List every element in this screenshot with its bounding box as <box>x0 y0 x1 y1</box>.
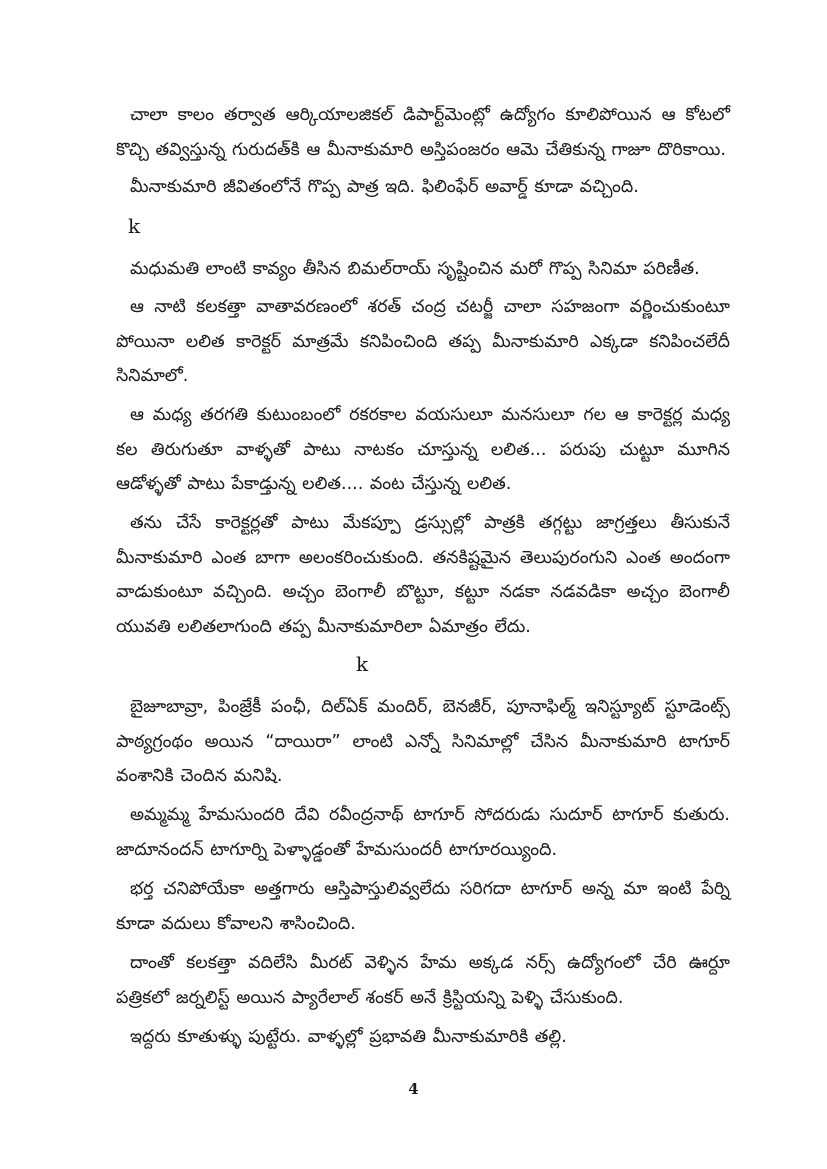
paragraph-9: భర్త చనిపోయేకా అత్తగారు ఆస్తిపాస్తులివ్వలేదు సరిగదా టాగూర్ అన్న మా ఇంటి పేర్ని కూడా వదులు కోవాలని శాసించింది. <box>116 879 730 934</box>
paragraph-8: అమ్మమ్మ హేమసుందరి దేవి రవీంద్రనాథ్ టాగూర్ సోదరుడు సుదూర్ టాగూర్ కుతురు. జాదూనందన్ టాగూర్ని పెళ్ళాడ్డంతో హేమసుందరీ టాగూరయ్యింది. <box>116 805 730 860</box>
paragraph-11: ఇద్దరు కూతుళ్ళు పుట్టేరు. వాళ్ళల్లో ప్రభావతి మీనాకుమారికి తల్లి. <box>130 1027 567 1047</box>
paragraph-4: ఆ నాటి కలకత్తా వాతావరణంలో శరత్ చంద్ర చటర్జీ చాలా సహజంగా వర్ణించుకుంటూ పోయినా లలిత కారెక్టర్ మాత్రమే కనిపించింది తప్ప మీనాకుమారి ఎక్కడా కనిపించలేదీ సినిమాలో. <box>116 297 730 386</box>
section-separator: k <box>356 652 369 676</box>
paragraph-1: చాలా కాలం తర్వాత ఆర్కియాలజికల్ డిపార్ట్‌మెంట్లో ఉద్యోగం కూలిపోయిన ఆ కోటలో కొచ్చి తవ్విస్తున్న గురుదత్‌కి ఆ మీనాకుమారి అస్తిపంజరం ఆమె చేతికున్న గాజూ దొరికాయి. <box>116 105 730 160</box>
paragraph-7: బైజూబావ్రా, పింజ్రేకీ పంఛీ, దిల్‌ఏక్ మందిర్, బెనజీర్, పూనాఫిల్మ్ ఇనిస్ట్యూట్ స్టూడెంట్స్ పాఠ్యగ్రంథం అయిన “దాయిరా” లాంటి ఎన్నో సినిమాల్లో చేసిన మీనాకుమారి టాగూర్ వంశానికి చెందిన మనిషి. <box>116 697 730 786</box>
paragraph-2: మీనాకుమారి జీవితంలోనే గొప్ప పాత్ర ఇది. ఫిలింఫేర్ అవార్డ్ కూడా వచ్చింది. <box>130 177 639 197</box>
paragraph-5: ఆ మధ్య తరగతి కుటుంబంలో రకరకాల వయసులూ మనసులూ గల ఆ కారెక్టర్ల మధ్య కల తిరుగుతూ వాళ్ళతో పాటు నాటకం చూస్తున్న లలిత... పరుపు చుట్టూ మూగిన ఆడోళ్ళతో పాటు పేకాడ్తున్న లలిత.... వంట చేస్తున్న లలిత. <box>116 405 730 494</box>
paragraph-3: మధుమతి లాంటి కావ్యం తీసిన బిమల్‌రాయ్ సృష్టించిన మరో గొప్ప సినిమా పరిణీత. <box>130 259 700 279</box>
paragraph-10: దాంతో కలకత్తా వదిలేసి మీరట్ వెళ్ళిన హేమ అక్కడ నర్స్ ఉద్యోగంలో చేరి ఊర్దూ పత్రికలో జర్నలిస్ట్ అయిన ప్యారేలాల్ శంకర్ అనే క్రిస్టియన్ని పెళ్ళి చేసుకుంది. <box>116 953 730 1008</box>
section-separator: k <box>128 214 141 238</box>
paragraph-6: తను చేసే కారెక్టర్లతో పాటు మేకప్పూ డ్రస్సుల్లో పాత్రకి తగ్గట్టు జాగ్రత్తలు తీసుకునే మీనాకుమారి ఎంత బాగా అలంకరించుకుంది. తనకిష్టమైన తెలుపురంగుని ఎంత అందంగా వాడుకుంటూ వచ్చింది. అచ్చం బెంగాలీ బొట్టూ, కట్టూ నడకా నడవడికా అచ్చం బెంగాలీ యువతి లలితలాగుంది తప్ప మీనాకుమారిలా ఏమాత్రం లేదు. <box>116 513 730 637</box>
page-number: 4 <box>408 1080 419 1098</box>
